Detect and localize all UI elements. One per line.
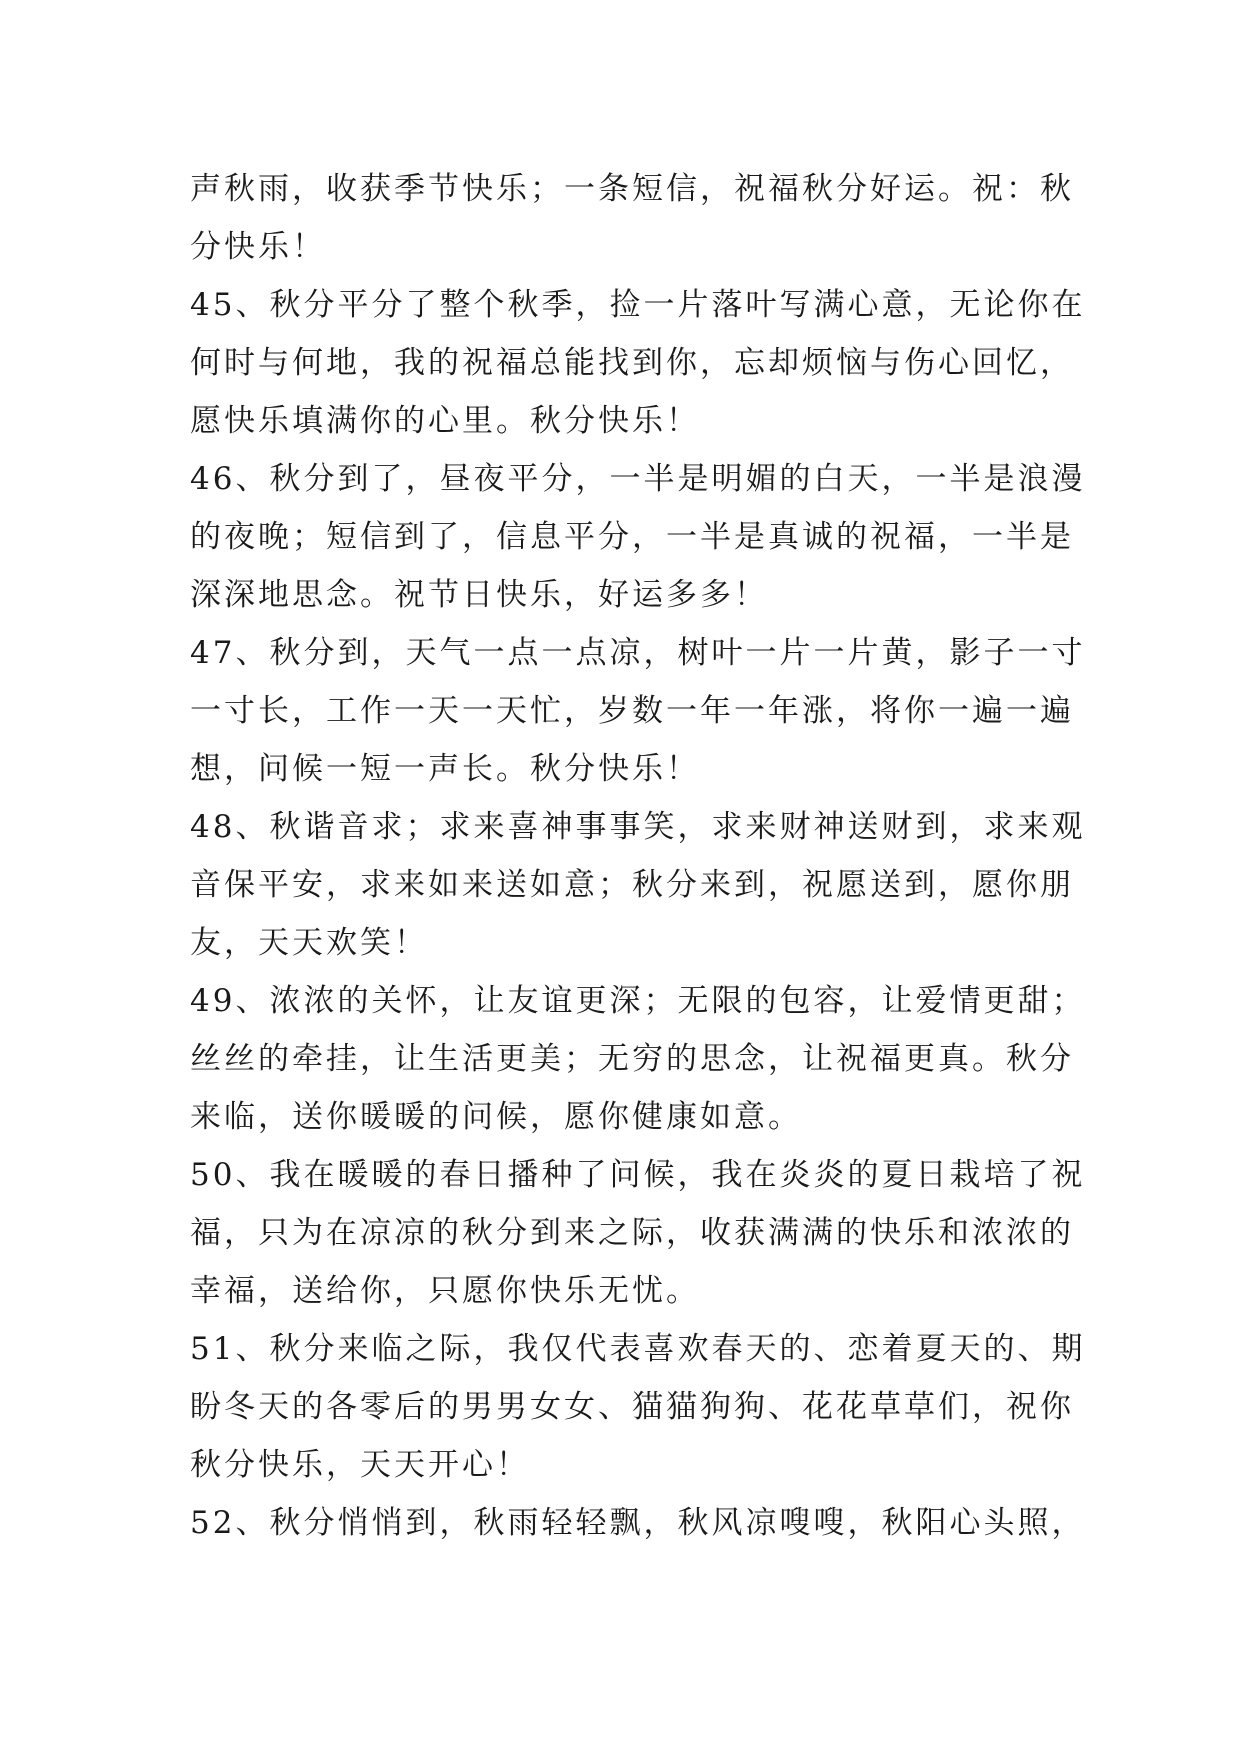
text-line: 幸福，送给你，只愿你快乐无忧。 xyxy=(190,1273,700,1309)
text-line: 秋分快乐，天天开心！ xyxy=(190,1447,530,1483)
text-line: 音保平安，求来如来送如意；秋分来到，祝愿送到，愿你朋 xyxy=(190,867,1074,903)
text-line: 友，天天欢笑！ xyxy=(190,925,428,961)
text-line: 何时与何地，我的祝福总能找到你，忘却烦恼与伤心回忆， xyxy=(190,345,1074,381)
text-line: 48、秋谐音求；求来喜神事事笑，求来财神送财到，求来观 xyxy=(190,809,1086,845)
text-line: 47、秋分到，天气一点一点凉，树叶一片一片黄，影子一寸 xyxy=(190,635,1086,671)
text-line: 45、秋分平分了整个秋季，捡一片落叶写满心意，无论你在 xyxy=(190,287,1086,323)
text-line: 福，只为在凉凉的秋分到来之际，收获满满的快乐和浓浓的 xyxy=(190,1215,1074,1251)
text-line: 盼冬天的各零后的男男女女、猫猫狗狗、花花草草们，祝你 xyxy=(190,1389,1074,1425)
text-line: 想，问候一短一声长。秋分快乐！ xyxy=(190,751,700,787)
text-line: 50、我在暖暖的春日播种了问候，我在炎炎的夏日栽培了祝 xyxy=(190,1157,1086,1193)
text-line: 丝丝的牵挂，让生活更美；无穷的思念，让祝福更真。秋分 xyxy=(190,1041,1074,1077)
text-line: 来临，送你暖暖的问候，愿你健康如意。 xyxy=(190,1099,802,1135)
body-text xyxy=(190,160,1086,1552)
text-line: 愿快乐填满你的心里。秋分快乐！ xyxy=(190,403,700,439)
text-line: 51、秋分来临之际，我仅代表喜欢春天的、恋着夏天的、期 xyxy=(190,1331,1086,1367)
text-line: 一寸长，工作一天一天忙，岁数一年一年涨，将你一遍一遍 xyxy=(190,693,1074,729)
text-line: 49、浓浓的关怀，让友谊更深；无限的包容，让爱情更甜； xyxy=(190,983,1086,1019)
text-line: 声秋雨，收获季节快乐；一条短信，祝福秋分好运。祝：秋 xyxy=(190,171,1074,207)
text-line: 46、秋分到了，昼夜平分，一半是明媚的白天，一半是浪漫 xyxy=(190,461,1086,497)
text-line: 分快乐！ xyxy=(190,229,326,265)
text-line: 的夜晚；短信到了，信息平分，一半是真诚的祝福，一半是 xyxy=(190,519,1074,555)
text-line: 深深地思念。祝节日快乐，好运多多！ xyxy=(190,577,768,613)
text-line: 52、秋分悄悄到，秋雨轻轻飘，秋风凉嗖嗖，秋阳心头照， xyxy=(190,1505,1086,1541)
